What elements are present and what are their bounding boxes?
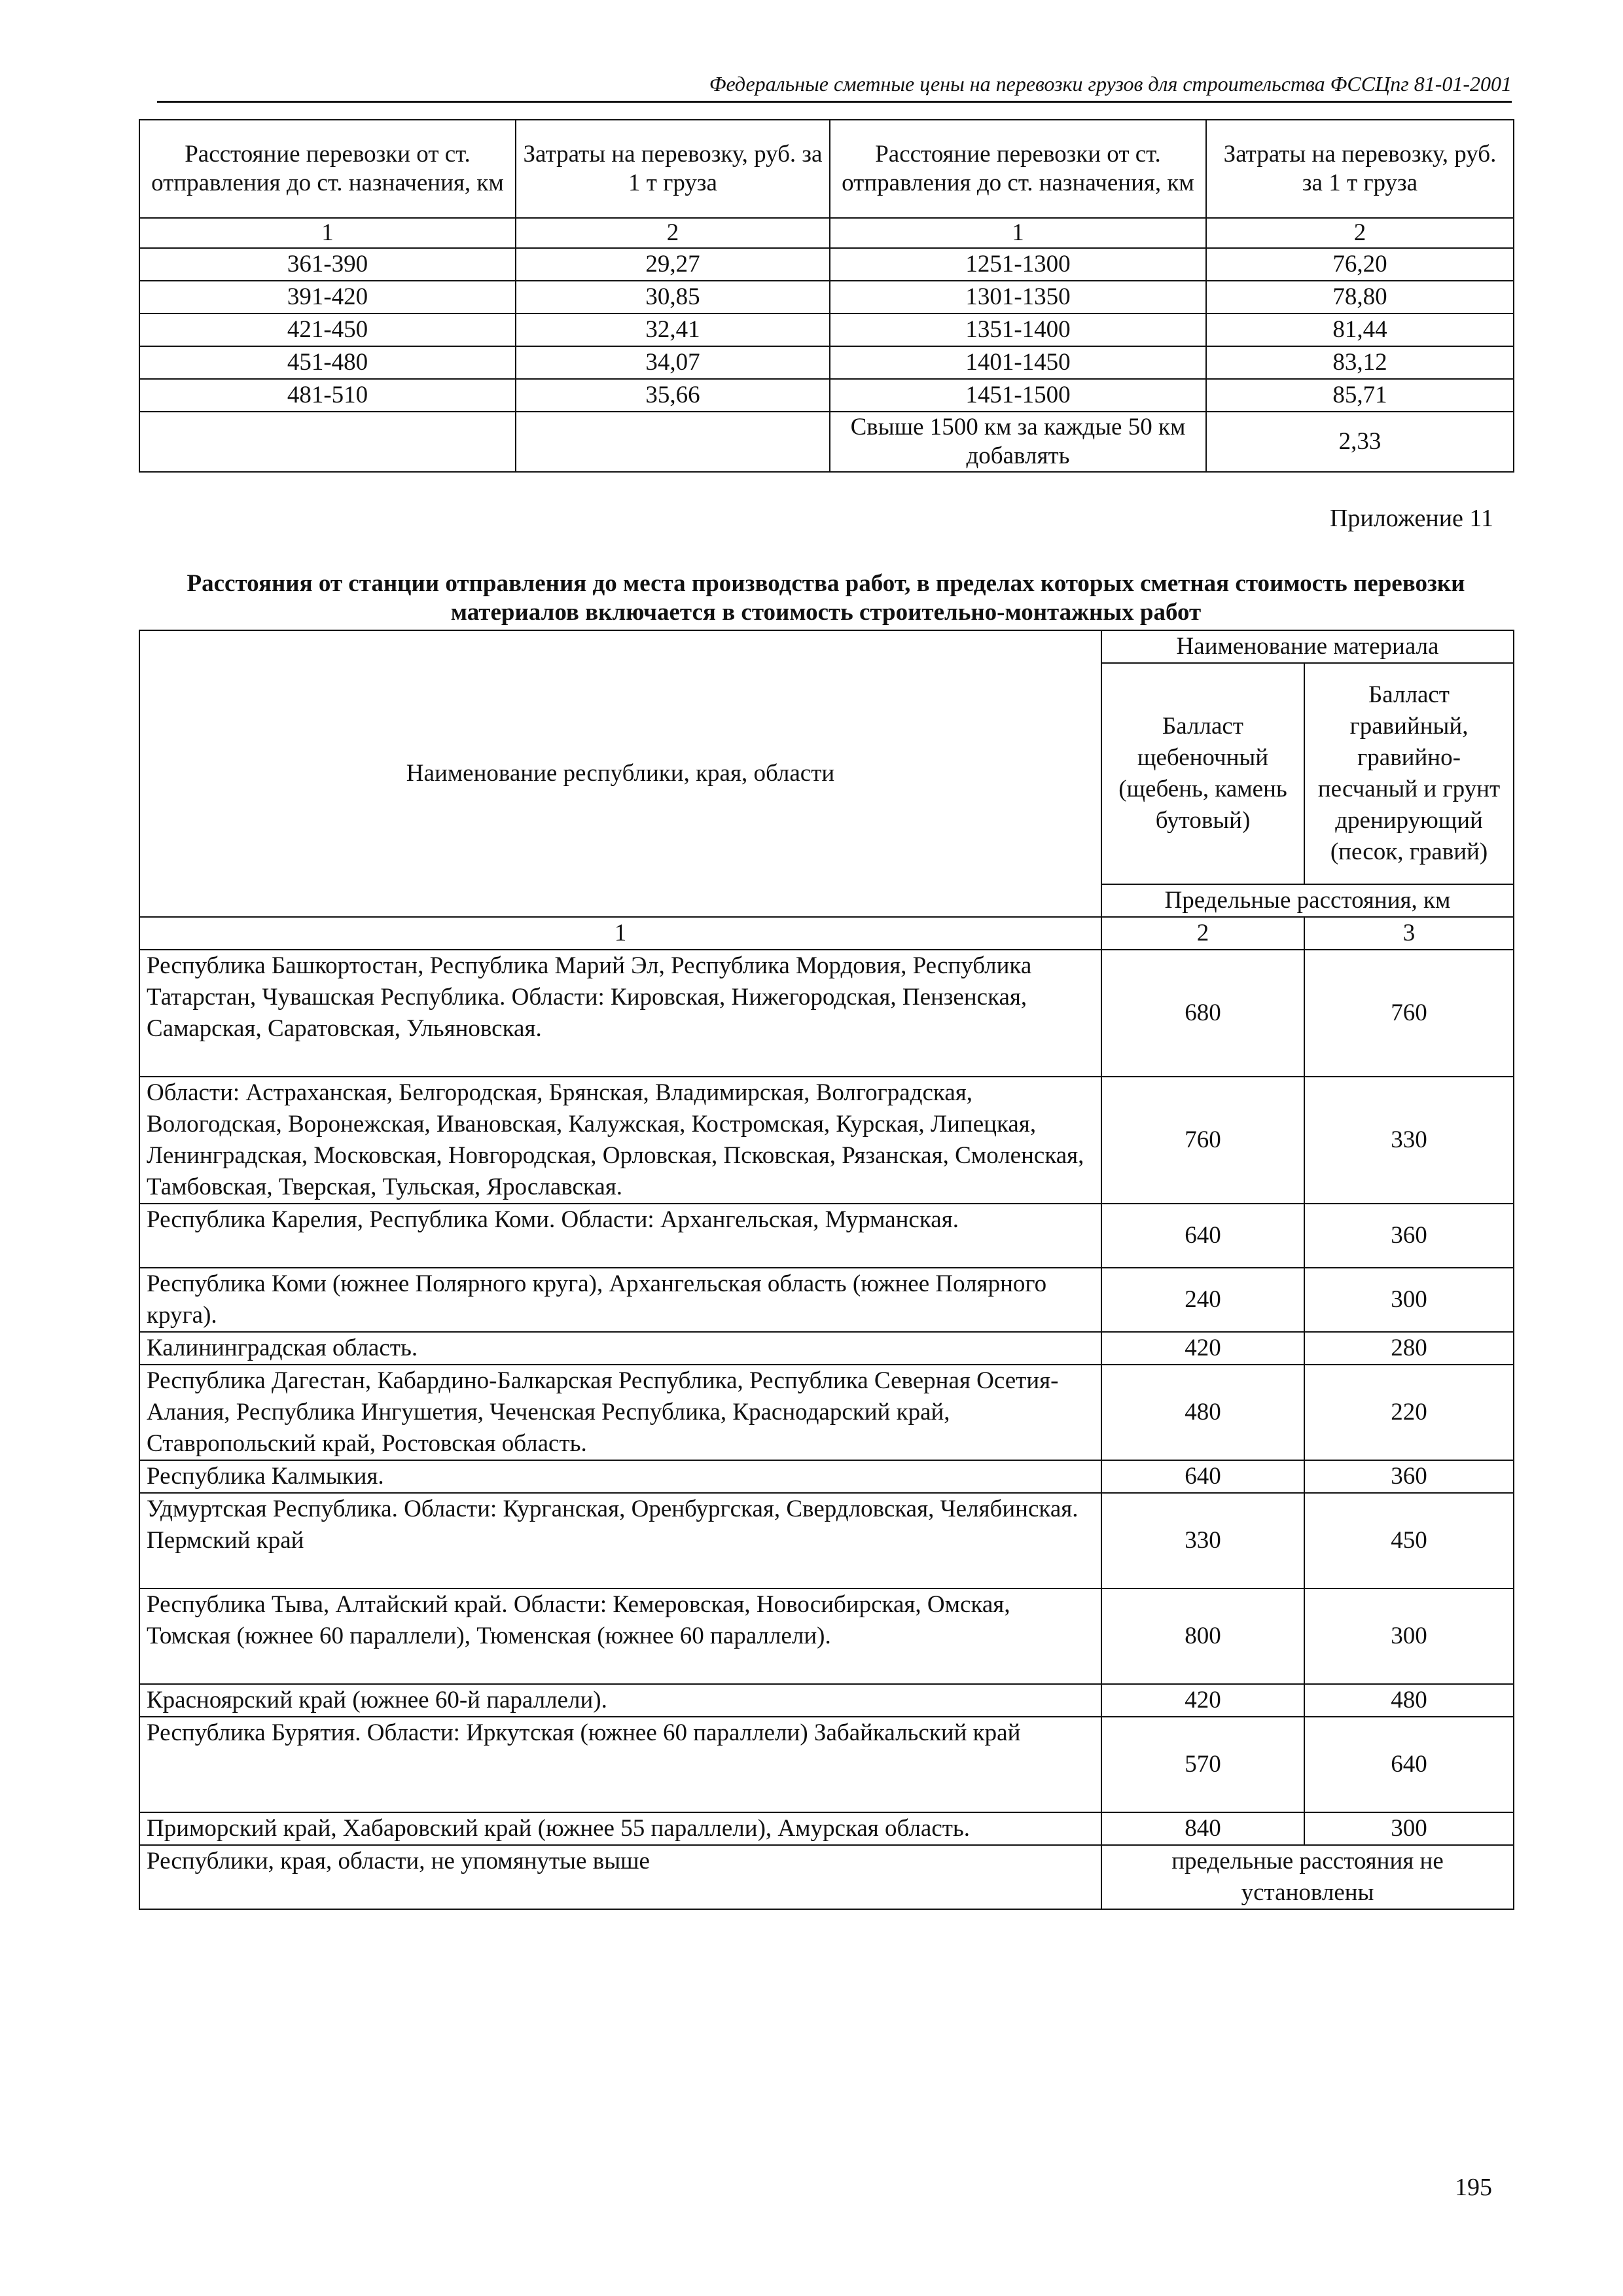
table-row bbox=[139, 1845, 1514, 1909]
cost-cell: 76,20 bbox=[1206, 248, 1514, 281]
limit-value: 800 bbox=[1101, 1588, 1304, 1684]
distance-cell: 1451-1500 bbox=[830, 379, 1206, 412]
cost-cell: 30,85 bbox=[516, 281, 830, 314]
limit-value: 760 bbox=[1304, 950, 1514, 1077]
page-number: 195 bbox=[1455, 2174, 1492, 2201]
limit-value: 330 bbox=[1304, 1077, 1514, 1204]
material-gravel-ballast: Балласт гравийный, гравийно-песчаный и грунт дренирующий (песок, гравий) bbox=[1304, 663, 1514, 884]
tariff-header-distance: Расстояние перевозки от ст. отправления до ст. назначения, км bbox=[830, 120, 1206, 218]
table-row bbox=[139, 1812, 1514, 1845]
table-row bbox=[139, 1588, 1514, 1684]
table-row bbox=[139, 412, 1514, 472]
cost-cell: 83,12 bbox=[1206, 346, 1514, 379]
region-cell: Республики, края, области, не упомянутые выше bbox=[139, 1845, 1101, 1909]
limit-value: 300 bbox=[1304, 1268, 1514, 1332]
limit-value: 240 bbox=[1101, 1268, 1304, 1332]
region-cell: Республика Коми (южнее Полярного круга), Архангельская область (южнее Полярного круга). bbox=[139, 1268, 1101, 1332]
distance-cell: 361-390 bbox=[139, 248, 516, 281]
limit-value: 330 bbox=[1101, 1493, 1304, 1588]
cost-cell: 29,27 bbox=[516, 248, 830, 281]
tariff-header-distance: Расстояние перевозки от ст. отправления до ст. назначения, км bbox=[139, 120, 516, 218]
region-cell: Республика Калмыкия. bbox=[139, 1460, 1101, 1493]
region-cell: Приморский край, Хабаровский край (южнее 55 параллели), Амурская область. bbox=[139, 1812, 1101, 1845]
table-row bbox=[139, 1332, 1514, 1365]
table-row bbox=[139, 1365, 1514, 1460]
table-row bbox=[139, 1493, 1514, 1588]
distance-cell: 421-450 bbox=[139, 314, 516, 346]
limit-value: 450 bbox=[1304, 1493, 1514, 1588]
limit-distance-header: Предельные расстояния, км bbox=[1101, 884, 1514, 917]
column-number: 1 bbox=[139, 917, 1101, 950]
column-number: 1 bbox=[830, 218, 1206, 248]
extra-distance-cost: 2,33 bbox=[1206, 412, 1514, 472]
limits-table bbox=[139, 630, 1514, 1910]
table-row bbox=[139, 379, 1514, 412]
cost-cell: 81,44 bbox=[1206, 314, 1514, 346]
region-cell: Калининградская область. bbox=[139, 1332, 1101, 1365]
table-row bbox=[139, 248, 1514, 281]
distance-cell: 451-480 bbox=[139, 346, 516, 379]
cost-cell: 78,80 bbox=[1206, 281, 1514, 314]
table-row bbox=[139, 281, 1514, 314]
region-header: Наименование республики, края, области bbox=[139, 630, 1101, 917]
limit-value: 760 bbox=[1101, 1077, 1304, 1204]
limit-value: 680 bbox=[1101, 950, 1304, 1077]
cost-cell: 34,07 bbox=[516, 346, 830, 379]
limit-value: 640 bbox=[1101, 1460, 1304, 1493]
tariff-header-cost: Затраты на перевозку, руб. за 1 т груза bbox=[516, 120, 830, 218]
table-row bbox=[139, 1204, 1514, 1268]
cost-cell: 32,41 bbox=[516, 314, 830, 346]
limit-value: 480 bbox=[1304, 1684, 1514, 1717]
limit-value: 840 bbox=[1101, 1812, 1304, 1845]
limit-value: 640 bbox=[1304, 1717, 1514, 1812]
extra-distance-label: Свыше 1500 км за каждые 50 км добавлять bbox=[830, 412, 1206, 472]
distance-cell: 391-420 bbox=[139, 281, 516, 314]
tariff-header-cost: Затраты на перевозку, руб. за 1 т груза bbox=[1206, 120, 1514, 218]
limit-value: 220 bbox=[1304, 1365, 1514, 1460]
limit-value: 640 bbox=[1101, 1204, 1304, 1268]
empty-cell bbox=[139, 412, 516, 472]
table-row bbox=[139, 346, 1514, 379]
limit-value: 300 bbox=[1304, 1812, 1514, 1845]
limit-value: 420 bbox=[1101, 1332, 1304, 1365]
limit-value: 360 bbox=[1304, 1204, 1514, 1268]
limit-value: 570 bbox=[1101, 1717, 1304, 1812]
limit-value: 420 bbox=[1101, 1684, 1304, 1717]
region-cell: Области: Астраханская, Белгородская, Брянская, Владимирская, Волгоградская, Вологодская, Воронежская, Ивановская, Калужская, Костромская, Курская, Липецкая, Ленинградская, Московская, Новгородская, Орловская, Псковская, Рязанская, Смоленская, Тамбовская, Тверская, Тульская, Ярославская. bbox=[139, 1077, 1101, 1204]
table-row bbox=[139, 1460, 1514, 1493]
no-limit-note: предельные расстояния не установлены bbox=[1101, 1845, 1514, 1909]
material-header: Наименование материала bbox=[1101, 630, 1514, 663]
table-row bbox=[139, 314, 1514, 346]
region-cell: Республика Тыва, Алтайский край. Области: Кемеровская, Новосибирская, Омская, Томская (южнее 60 параллели), Тюменская (южнее 60 параллели). bbox=[139, 1588, 1101, 1684]
table-row bbox=[139, 1684, 1514, 1717]
document-title: Расстояния от станции отправления до места производства работ, в пределах которых сметная стоимость перевозки материалов включается в стоимость строительно-монтажных работ bbox=[187, 570, 1465, 626]
limit-value: 480 bbox=[1101, 1365, 1304, 1460]
cost-cell: 85,71 bbox=[1206, 379, 1514, 412]
tariff-table bbox=[139, 119, 1514, 473]
table-row bbox=[139, 950, 1514, 1077]
region-cell: Удмуртская Республика. Области: Курганская, Оренбургская, Свердловская, Челябинская. Пермский край bbox=[139, 1493, 1101, 1588]
distance-cell: 1301-1350 bbox=[830, 281, 1206, 314]
column-number: 2 bbox=[1206, 218, 1514, 248]
table-row bbox=[139, 1268, 1514, 1332]
column-number: 2 bbox=[516, 218, 830, 248]
distance-cell: 1251-1300 bbox=[830, 248, 1206, 281]
region-cell: Республика Карелия, Республика Коми. Области: Архангельская, Мурманская. bbox=[139, 1204, 1101, 1268]
table-row bbox=[139, 1077, 1514, 1204]
column-number: 1 bbox=[139, 218, 516, 248]
region-cell: Республика Бурятия. Области: Иркутская (южнее 60 параллели) Забайкальский край bbox=[139, 1717, 1101, 1812]
column-number: 3 bbox=[1304, 917, 1514, 950]
table-row bbox=[139, 1717, 1514, 1812]
region-cell: Республика Башкортостан, Республика Марий Эл, Республика Мордовия, Республика Татарстан, Чувашская Республика. Области: Кировская, Нижегородская, Пензенская, Самарская, Саратовская, Ульяновская. bbox=[139, 950, 1101, 1077]
running-header: Федеральные сметные цены на перевозки грузов для строительства ФССЦпг 81-01-2001 bbox=[709, 72, 1512, 96]
material-crushed-stone-ballast: Балласт щебеночный (щебень, камень бутовый) bbox=[1101, 663, 1304, 884]
empty-cell bbox=[516, 412, 830, 472]
distance-cell: 481-510 bbox=[139, 379, 516, 412]
distance-cell: 1401-1450 bbox=[830, 346, 1206, 379]
cost-cell: 35,66 bbox=[516, 379, 830, 412]
distance-cell: 1351-1400 bbox=[830, 314, 1206, 346]
limit-value: 280 bbox=[1304, 1332, 1514, 1365]
header-rule bbox=[157, 101, 1512, 103]
limit-value: 300 bbox=[1304, 1588, 1514, 1684]
appendix-label: Приложение 11 bbox=[1329, 505, 1493, 532]
region-cell: Республика Дагестан, Кабардино-Балкарская Республика, Республика Северная Осетия-Алания, Республика Ингушетия, Чеченская Республика, Краснодарский край, Ставропольский край, Ростовская область. bbox=[139, 1365, 1101, 1460]
region-cell: Красноярский край (южнее 60-й параллели). bbox=[139, 1684, 1101, 1717]
limit-value: 360 bbox=[1304, 1460, 1514, 1493]
column-number: 2 bbox=[1101, 917, 1304, 950]
